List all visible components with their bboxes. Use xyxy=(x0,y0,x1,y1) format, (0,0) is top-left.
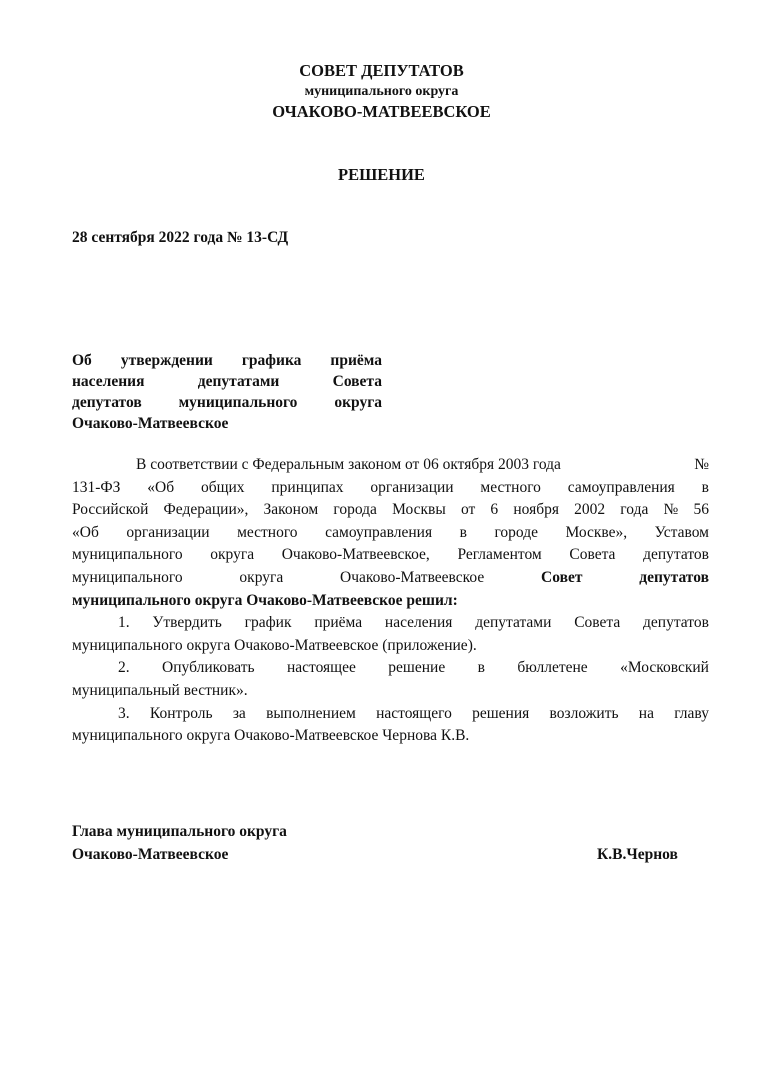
preamble-line xyxy=(72,477,709,500)
word: 3. xyxy=(118,704,130,722)
word: приёма xyxy=(330,352,382,369)
item-line xyxy=(72,612,709,635)
word: в xyxy=(477,659,485,677)
word: 2002 xyxy=(574,501,606,519)
word: ноября xyxy=(513,501,559,519)
word: утверждении xyxy=(120,352,213,369)
word: Совет xyxy=(541,568,583,586)
word: округа xyxy=(210,546,255,564)
item-line xyxy=(72,725,709,748)
word: Совета xyxy=(574,614,621,632)
word: Очаково-Матвеевское, xyxy=(281,546,430,564)
word: самоуправления xyxy=(325,523,433,541)
word: депутатов xyxy=(643,614,709,632)
item-line xyxy=(72,657,709,680)
preamble-line xyxy=(72,544,709,567)
word: Российской xyxy=(72,501,149,519)
word: населения xyxy=(72,373,145,390)
word: в xyxy=(459,523,467,541)
word: Федерации», xyxy=(163,501,249,519)
word: Об xyxy=(72,352,92,369)
word: депутатов xyxy=(72,394,142,411)
signatory-name: К.В.Чернов xyxy=(597,846,678,863)
word: «Московский xyxy=(620,659,709,677)
word: Совета xyxy=(332,373,382,390)
subject-line xyxy=(72,350,382,371)
word: организации xyxy=(126,523,210,541)
word: Москве», xyxy=(565,523,628,541)
district-name: ОЧАКОВО-МАТВЕЕВСКОЕ xyxy=(272,102,491,121)
word: возложить xyxy=(549,704,619,722)
word: № xyxy=(663,501,679,519)
word: настоящего xyxy=(376,704,452,722)
word: выполнением xyxy=(266,704,356,722)
preamble-line xyxy=(72,499,709,522)
word: депутатов xyxy=(643,546,709,564)
decision-body xyxy=(72,454,709,748)
word: график xyxy=(244,614,292,632)
word: Законом xyxy=(263,501,319,519)
preamble-line xyxy=(72,567,709,590)
item-text: муниципальный вестник». xyxy=(72,681,248,699)
preamble-line xyxy=(72,454,709,477)
item-line xyxy=(72,680,709,703)
word: местного xyxy=(480,478,541,496)
word: Контроль xyxy=(149,704,213,722)
district-type: муниципального округа xyxy=(304,84,459,99)
word: бюллетене xyxy=(517,659,588,677)
word: Уставом xyxy=(654,523,709,541)
word: года xyxy=(620,501,649,519)
word: 6 xyxy=(490,501,499,519)
word: главу xyxy=(674,704,709,722)
word: округа xyxy=(239,568,284,586)
word: депутатами xyxy=(197,373,280,390)
word: Очаково-Матвеевское xyxy=(72,415,229,432)
document-type: РЕШЕНИЕ xyxy=(338,165,425,184)
word: настоящее xyxy=(286,659,356,677)
subject-line xyxy=(72,413,382,434)
council-title: СОВЕТ ДЕПУТАТОВ xyxy=(299,61,464,80)
item-text: муниципального округа Очаково-Матвеевское (приложение). xyxy=(72,636,477,654)
word: муниципального xyxy=(72,568,183,586)
word: 2. xyxy=(118,659,130,677)
word: общих xyxy=(200,478,245,496)
signatory-district: Очаково-Матвеевское xyxy=(72,846,229,863)
word: организации xyxy=(370,478,454,496)
word: Регламентом xyxy=(457,546,542,564)
word: Совета xyxy=(569,546,616,564)
word: муниципального xyxy=(178,394,298,411)
word: 1. xyxy=(118,614,130,632)
word: Очаково-Матвеевское xyxy=(340,568,485,586)
word: городе xyxy=(494,523,538,541)
word: населения xyxy=(384,614,453,632)
resolution-clause: муниципального округа Очаково-Матвеевское решил: xyxy=(72,591,458,609)
word: города xyxy=(333,501,377,519)
word: решения xyxy=(472,704,530,722)
subject-block xyxy=(72,350,382,434)
word: решение xyxy=(388,659,446,677)
word: от xyxy=(460,501,476,519)
word: Утвердить xyxy=(152,614,222,632)
word: за xyxy=(232,704,246,722)
word: 131-ФЗ xyxy=(72,478,121,496)
word: Опубликовать xyxy=(162,659,255,677)
word: графика xyxy=(241,352,302,369)
item-text: муниципального округа Очаково-Матвеевское Чернова К.В. xyxy=(72,727,470,745)
word: самоуправления xyxy=(567,478,675,496)
text-run: № xyxy=(694,456,709,473)
word: принципах xyxy=(271,478,344,496)
signatory-position: Глава муниципального округа xyxy=(72,823,287,840)
word: приёма xyxy=(314,614,363,632)
word: в xyxy=(701,478,709,496)
date-number: 28 сентября 2022 года № 13-СД xyxy=(72,229,289,246)
word: 56 xyxy=(693,501,709,519)
item-line xyxy=(72,703,709,726)
word: округа xyxy=(334,394,382,411)
item-line xyxy=(72,635,709,658)
subject-line xyxy=(72,392,382,413)
subject-line xyxy=(72,371,382,392)
preamble-line xyxy=(72,522,709,545)
word: депутатов xyxy=(639,568,709,586)
word: депутатами xyxy=(475,614,552,632)
preamble-line xyxy=(72,590,709,613)
word: муниципального xyxy=(72,546,183,564)
word: «Об xyxy=(147,478,175,496)
word: местного xyxy=(237,523,298,541)
word: на xyxy=(638,704,654,722)
word: «Об xyxy=(72,523,99,541)
word: Москвы xyxy=(392,501,446,519)
text-run: В соответствии с Федеральным законом от 06 октября 2003 года xyxy=(136,456,561,473)
